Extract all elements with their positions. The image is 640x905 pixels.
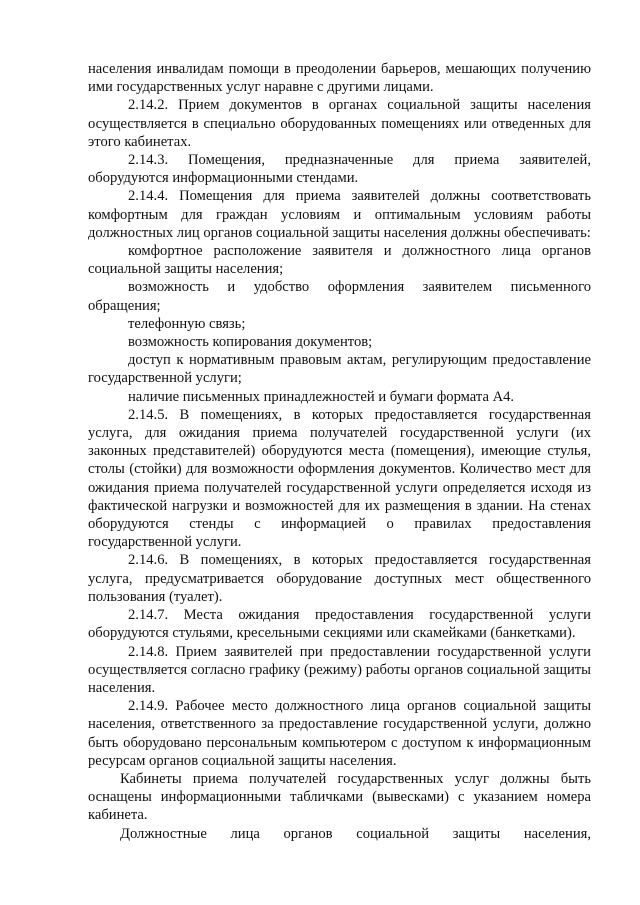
paragraph-2-14-6: 2.14.6. В помещениях, в которых предоставляется государственная услуга, предусматривается оборудование доступных мест общественного пользования (туалет). xyxy=(88,552,591,605)
paragraph-2-14-4: 2.14.4. Помещения для приема заявителей должны соответствовать комфортным для граждан условиям и оптимальным условиям работы должностных лиц органов социальной защиты населения должны обеспечивать: xyxy=(88,188,591,241)
paragraph-2-14-2: 2.14.2. Прием документов в органах социальной защиты населения осуществляется в специально оборудованных помещениях или отведенных для этого кабинетах. xyxy=(88,97,591,150)
paragraph-2-14-7: 2.14.7. Места ожидания предоставления государственной услуги оборудуются стульями, кресельными секциями или скамейками (банкетками). xyxy=(88,607,591,642)
list-item-phone: телефонную связь; xyxy=(128,315,246,332)
list-item-comfort: комфортное расположение заявителя и должностного лица органов социальной защиты населения; xyxy=(88,243,591,278)
list-item-writing: возможность и удобство оформления заявителем письменного обращения; xyxy=(88,279,591,314)
document-page xyxy=(88,60,591,843)
paragraph-2-14-9: 2.14.9. Рабочее место должностного лица органов социальной защиты населения, ответственного за предоставление государственной услуги, должно быть оборудовано персональным компьютером с доступом к информационным ресурсам органов социальной защиты населения. xyxy=(88,698,591,769)
paragraph-cabinet-signs: Кабинеты приема получателей государственных услуг должны быть оснащены информационными табличками (вывесками) с указанием номера кабинета. xyxy=(88,770,591,824)
paragraph-2-14-3: 2.14.3. Помещения, предназначенные для приема заявителей, оборудуются информационными стендами. xyxy=(88,152,591,187)
paragraph-2-14-5: 2.14.5. В помещениях, в которых предоставляется государственная услуга, для ожидания приема получателей государственной услуги (их законных представителей) оборудуются места (помещения), имеющие стулья, столы (стойки) для возможности оформления документов. Количество мест для ожидания приема получателей государственной услуги определяется исходя из фактической нагрузки и возможностей для их размещения в здании. На стенах оборудуются стенды с информацией о правилах предоставления государственной услуги. xyxy=(88,406,591,551)
paragraph-officials: Должностные лица органов социальной защиты населения, xyxy=(120,825,591,842)
list-item-stationery: наличие письменных принадлежностей и бумаги формата А4. xyxy=(128,388,515,405)
paragraph-2-14-8: 2.14.8. Прием заявителей при предоставлении государственной услуги осуществляется согласно графику (режиму) работы органов социальной защиты населения. xyxy=(88,643,591,696)
list-item-normative-access: доступ к нормативным правовым актам, регулирующим предоставление государственной услуги; xyxy=(88,352,591,387)
list-item-copying: возможность копирования документов; xyxy=(128,334,373,351)
paragraph-continuation: населения инвалидам помощи в преодолении барьеров, мешающих получению ими государственных услуг наравне с другими лицами. xyxy=(88,61,591,96)
